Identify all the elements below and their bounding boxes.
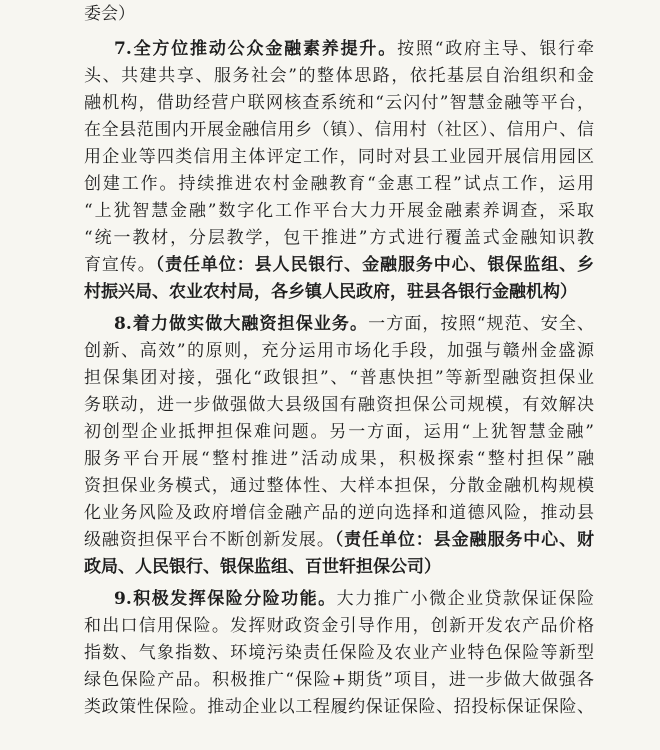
text-line-6 [84, 174, 594, 194]
line-8-text: “统一教材，分层教学，包干推进”方式进行覆盖式金融知识教 [84, 228, 594, 248]
line-4-text: 在全县范围内开展金融信用乡（镇）、信用村（社区）、信用户、信 [84, 120, 594, 140]
line-9-text: 育宣传。 [84, 255, 156, 275]
text-line-22 [84, 616, 594, 636]
responsibility-7-end: 村振兴局、农业农村局，各乡镇人民政府，驻县各银行金融机构） [84, 282, 577, 302]
text-line-19 [84, 530, 594, 550]
heading-8 [114, 314, 594, 334]
text-line-4 [84, 120, 594, 140]
text-line-9 [84, 255, 594, 275]
responsibility-7-start: （责任单位：县人民银行、金融服务中心、银保监组、乡 [155, 255, 595, 275]
text-line-3 [84, 93, 594, 113]
line-3-text: 融机构，借助经营户联网核查系统和“云闪付”智慧金融等平台， [84, 93, 594, 113]
heading-9-title: 9.积极发挥保险分险功能。 [114, 589, 337, 609]
line-5-text: 用企业等四类信用主体评定工作，同时对县工业园开展信用园区 [84, 147, 594, 167]
text-line-13 [84, 368, 594, 388]
heading-7-text: 按照“政府主导、银行牵 [397, 39, 594, 59]
heading-7-title: 7.全方位推动公众金融素养提升。 [114, 39, 398, 59]
text-line-23 [84, 643, 594, 663]
line-25-text: 类政策性保险。推动企业以工程履约保证保险、招投标保证保险、 [84, 697, 594, 717]
text-line-8 [84, 228, 594, 248]
line-19-text: 级融资担保平台不断创新发展。 [84, 530, 335, 550]
text-line-5 [84, 147, 594, 167]
line-7-text: “上犹智慧金融”数字化工作平台大力开展金融素养调查，采取 [84, 201, 594, 221]
heading-9-text: 大力推广小微企业贷款保证保险 [336, 589, 595, 609]
line-15-text: 初创型企业抵押担保难问题。另一方面，运用“上犹智慧金融” [84, 422, 594, 442]
text-line-10 [84, 282, 594, 302]
line-12-text: 创新、高效”的原则，充分运用市场化手段，加强与赣州金盛源 [84, 341, 594, 361]
responsibility-8-end: 政局、人民银行、银保监组、百世轩担保公司） [84, 557, 441, 577]
text-line-2 [84, 66, 594, 86]
line-13-text: 担保集团对接，强化“政银担”、“普惠快担”等新型融资担保业 [84, 368, 594, 388]
text-line-24 [84, 670, 594, 690]
text-line-12 [84, 341, 594, 361]
heading-9 [114, 589, 594, 609]
text-line-20 [84, 557, 594, 577]
line-17-text: 资担保业务模式，通过整体性、大样本担保，分散金融机构规模 [84, 476, 594, 496]
heading-8-text: 一方面，按照“规范、安全、 [368, 314, 594, 334]
line-2-text: 头、共建共享、服务社会”的整体思路，依托基层自治组织和金 [84, 66, 594, 86]
line-23-text: 指数、气象指数、环境污染责任保险及农业产业特色保险等新型 [84, 643, 594, 663]
line-16-text: 服务平台开展“整村推进”活动成果，积极探索“整村担保”融 [84, 449, 594, 469]
line-14-text: 务联动，进一步做强做大县级国有融资担保公司规模，有效解决 [84, 395, 594, 415]
text-line-0 [84, 4, 594, 24]
text-line-25 [84, 697, 594, 717]
heading-8-title: 8.着力做实做大融资担保业务。 [114, 314, 369, 334]
text-line-15 [84, 422, 594, 442]
text-line-14 [84, 395, 594, 415]
line-24-text: 绿色保险产品。积极推广“保险+期货”项目，进一步做大做强各 [84, 670, 594, 690]
heading-7 [114, 39, 594, 59]
text-line-17 [84, 476, 594, 496]
line-22-text: 和出口信用保险。发挥财政资金引导作用，创新开发农产品价格 [84, 616, 594, 636]
text-line-16 [84, 449, 594, 469]
text-line-18 [84, 503, 594, 523]
line-18-text: 化业务风险及政府增信金融产品的逆向选择和道德风险，推动县 [84, 503, 594, 523]
text-line-7 [84, 201, 594, 221]
responsibility-8-start: （责任单位：县金融服务中心、财 [334, 530, 594, 550]
line-0-part-0: 委会） [84, 4, 135, 24]
line-6-text: 创建工作。持续推进农村金融教育“金惠工程”试点工作，运用 [84, 174, 594, 194]
